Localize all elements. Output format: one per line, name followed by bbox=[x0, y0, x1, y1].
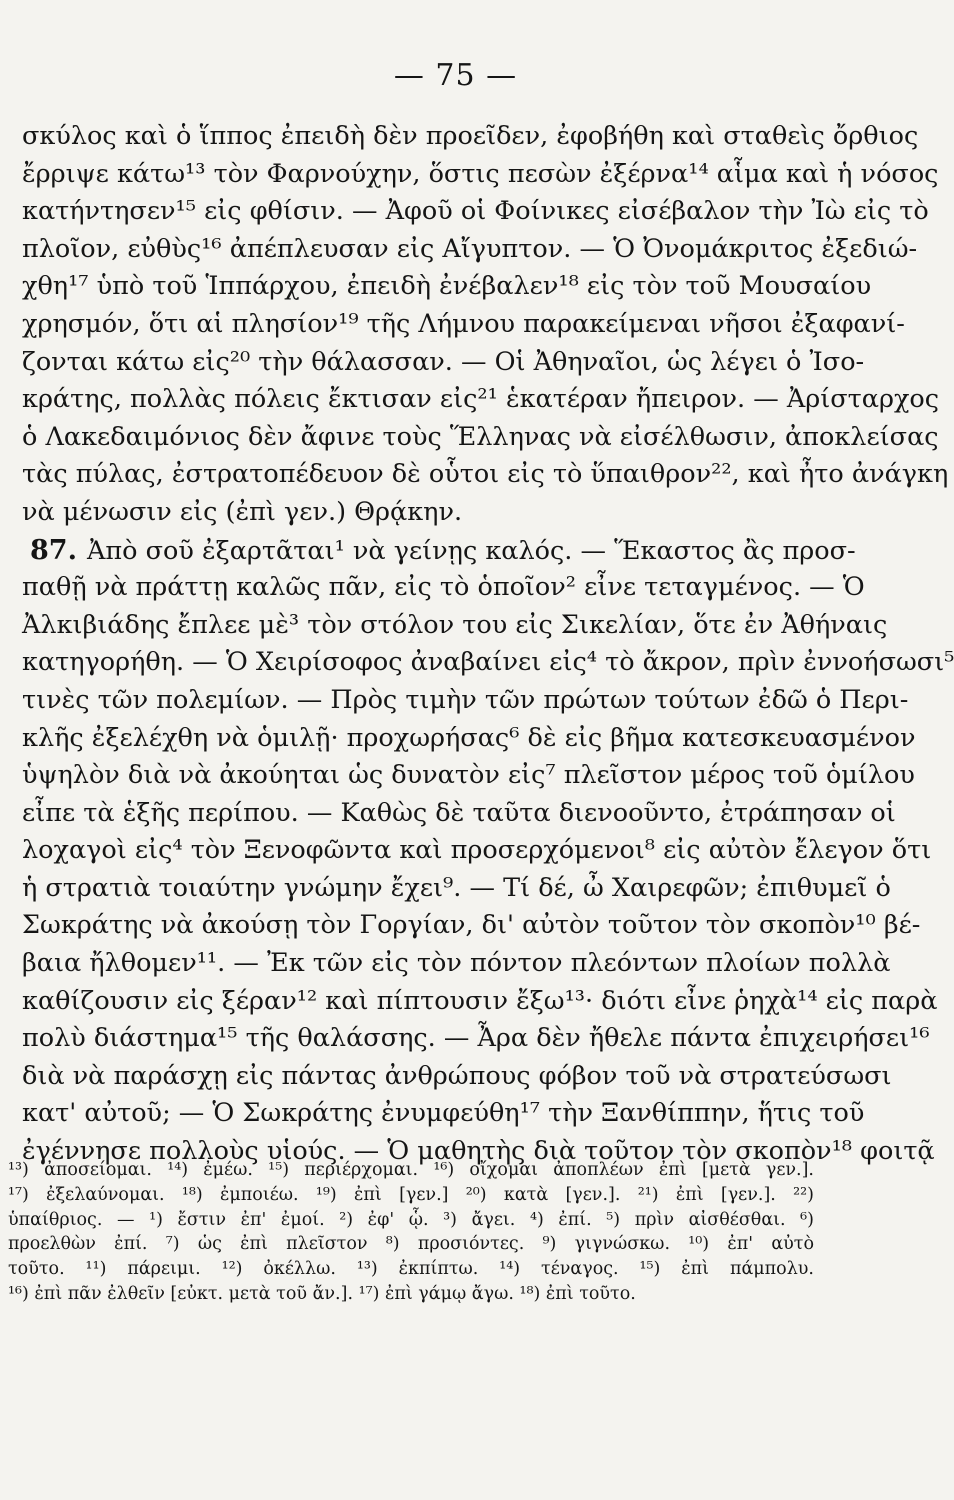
text-line: κλῆς ἐξελέχθη νὰ ὁμιλῇ· προχωρήσας⁶ δὲ εἰς βῆμα κατεσκευασμένον bbox=[22, 722, 916, 753]
page-number: — 75 — bbox=[393, 58, 518, 93]
text-line: εἶπε τὰ ἑξῆς περίπου. — Καθὼς δὲ ταῦτα διενοοῦντο, ἐτράπησαν οἱ bbox=[22, 797, 896, 828]
text-line: τινὲς τῶν πολεμίων. — Πρὸς τιμὴν τῶν πρώτων τούτων ἐδῶ ὁ Περι- bbox=[22, 684, 909, 715]
footnote-line: τοῦτο. ¹¹) πάρειμι. ¹²) ὀκέλλω. ¹³) ἐκπίπτω. ¹⁴) τέναγος. ¹⁵) ἐπὶ πάμπολυ. bbox=[8, 1259, 814, 1280]
footnote-line: ¹⁶) ἐπὶ πᾶν ἐλθεῖν [εὐκτ. μετὰ τοῦ ἄν.]. ¹⁷) ἐπὶ γάμῳ ἄγω. ¹⁸) ἐπὶ τοῦτο. bbox=[8, 1283, 636, 1304]
text-line: τὰς πύλας, ἐστρατοπέδευον δὲ οὗτοι εἰς τὸ ὕπαιθρον²², καὶ ἦτο ἀνάγκη bbox=[22, 459, 949, 490]
section-first-line bbox=[22, 532, 856, 570]
footnote-line: ὑπαίθριος. — ¹) ἔστιν ἐπ' ἐμοί. ²) ἐφ' ᾧ. ³) ἄγει. ⁴) ἐπί. ⁵) πρὶν αἰσθέσθαι. ⁶) bbox=[8, 1209, 814, 1230]
text-line: χθη¹⁷ ὑπὸ τοῦ Ἱππάρχου, ἐπειδὴ ἐνέβαλεν¹⁸ εἰς τὸν τοῦ Μουσαίου bbox=[22, 271, 872, 302]
text-line: νὰ μένωσιν εἰς (ἐπὶ γεν.) Θρᾴκην. bbox=[22, 496, 463, 527]
text-line: Ἀλκιβιάδης ἔπλεε μὲ³ τὸν στόλον του εἰς Σικελίαν, ὅτε ἐν Ἀθήναις bbox=[22, 609, 888, 640]
section-number: 87. bbox=[30, 534, 77, 566]
text-line: σκύλος καὶ ὁ ἵππος ἐπειδὴ δὲν προεῖδεν, ἐφοβήθη καὶ σταθεὶς ὄρθιος bbox=[22, 121, 919, 151]
text-line: χρησμόν, ὅτι αἱ πλησίον¹⁹ τῆς Λήμνου παρακείμεναι νῆσοι ἐξαφανί- bbox=[22, 308, 905, 339]
footnote-line: προελθὼν ἐπί. ⁷) ὡς ἐπὶ πλεῖστον ⁸) προσιόντες. ⁹) γιγνώσκω. ¹⁰) ἐπ' αὐτὸ bbox=[8, 1234, 814, 1255]
text-line: βαια ἤλθομεν¹¹. — Ἐκ τῶν εἰς τὸν πόντον πλεόντων πλοίων πολλὰ bbox=[22, 948, 891, 979]
text-line: διὰ νὰ παράσχῃ εἰς πάντας ἀνθρώπους φόβον τοῦ νὰ στρατεύσωσι bbox=[22, 1060, 892, 1091]
text-line: ὁ Λακεδαιμόνιος δὲν ἄφινε τοὺς Ἕλληνας νὰ εἰσέλθωσιν, ἀποκλείσας bbox=[22, 421, 939, 452]
footnote-line: ¹³) ἀποσείομαι. ¹⁴) ἐμέω. ¹⁵) περιέρχομαι. ¹⁶) οἴχομαι ἀποπλέων ἐπὶ [μετὰ γεν.]. bbox=[8, 1160, 814, 1180]
footnote-line: ¹⁷) ἐξελαύνομαι. ¹⁸) ἐμποιέω. ¹⁹) ἐπὶ [γεν.] ²⁰) κατὰ [γεν.]. ²¹) ἐπὶ [γεν.]. ²²) bbox=[8, 1184, 814, 1205]
text-line: κατήντησεν¹⁵ εἰς φθίσιν. — Ἀφοῦ οἱ Φοίνικες εἰσέβαλον τὴν Ἰὼ εἰς τὸ bbox=[22, 196, 929, 227]
text-line: πλοῖον, εὐθὺς¹⁶ ἀπέπλευσαν εἰς Αἴγυπτον. — Ὁ Ὀνομάκριτος ἐξεδιώ- bbox=[22, 233, 918, 264]
text-line: ὑψηλὸν διὰ νὰ ἀκούηται ὡς δυνατὸν εἰς⁷ πλεῖστον μέρος τοῦ ὁμίλου bbox=[22, 760, 915, 791]
text-line: λοχαγοὶ εἰς⁴ τὸν Ξενοφῶντα καὶ προσερχόμενοι⁸ εἰς αὐτὸν ἔλεγον ὅτι bbox=[22, 835, 932, 866]
text-line: ἔρριψε κάτω¹³ τὸν Φαρνούχην, ὅστις πεσὼν ἐξέρνα¹⁴ αἷμα καὶ ἡ νόσος bbox=[22, 158, 939, 189]
text-line: Ἀπὸ σοῦ ἐξαρτᾶται¹ νὰ γείνῃς καλός. — Ἕκαστος ἂς προσ- bbox=[86, 535, 856, 566]
text-line: Σωκράτης νὰ ἀκούσῃ τὸν Γοργίαν, δι' αὐτὸν τοῦτον τὸν σκοπὸν¹⁰ βέ- bbox=[22, 910, 921, 941]
text-line: κατ' αὐτοῦ; — Ὁ Σωκράτης ἐνυμφεύθη¹⁷ τὴν Ξανθίππην, ἥτις τοῦ bbox=[22, 1098, 865, 1129]
text-line: κατηγορήθη. — Ὁ Χειρίσοφος ἀναβαίνει εἰς⁴ τὸ ἄκρον, πρὶν ἐννοήσωσι⁵ bbox=[22, 647, 954, 678]
text-line: ἡ στρατιὰ τοιαύτην γνώμην ἔχει⁹. — Τί δέ, ὦ Χαιρεφῶν; ἐπιθυμεῖ ὁ bbox=[22, 872, 891, 903]
text-line: καθίζουσιν εἰς ξέραν¹² καὶ πίπτουσιν ἔξω¹³· διότι εἶνε ῥηχὰ¹⁴ εἰς παρὰ bbox=[22, 985, 938, 1016]
body-text bbox=[22, 118, 954, 1171]
text-line: παθῇ νὰ πράττῃ καλῶς πᾶν, εἰς τὸ ὁποῖον² εἶνε τεταγμένος. — Ὁ bbox=[22, 572, 865, 603]
footnotes bbox=[8, 1158, 814, 1307]
text-line: ἐγέννησε πολλοὺς υἱούς. — Ὁ μαθητὴς διὰ τοῦτον τὸν σκοπὸν¹⁸ φοιτᾷ bbox=[22, 1136, 935, 1167]
text-line: πολὺ διάστημα¹⁵ τῆς θαλάσσης. — Ἆρα δὲν ἤθελε πάντα ἐπιχειρήσει¹⁶ bbox=[22, 1023, 930, 1054]
text-line: κράτης, πολλὰς πόλεις ἔκτισαν εἰς²¹ ἑκατέραν ἤπειρον. — Ἀρίσταρχος bbox=[22, 384, 940, 415]
text-line: ζονται κάτω εἰς²⁰ τὴν θάλασσαν. — Οἱ Ἀθηναῖοι, ὡς λέγει ὁ Ἰσο- bbox=[22, 346, 865, 377]
